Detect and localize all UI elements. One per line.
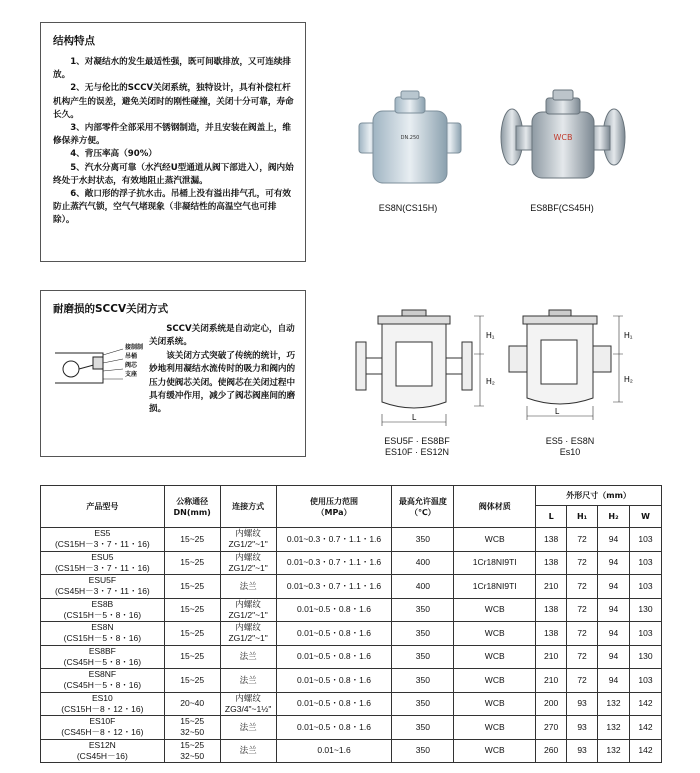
cell-model-line: ESU5: [91, 551, 114, 562]
cell-temperature: 350: [392, 692, 454, 716]
drawing-caption-line: ES10F · ES12N: [384, 447, 450, 457]
cell-pressure: 0.01~0.5・0.8・1.6: [276, 669, 392, 693]
cell-w: 103: [629, 575, 661, 599]
cell-pressure: 0.01~0.3・0.7・1.1・1.6: [276, 575, 392, 599]
header-pressure: 使用压力范围 （MPa）: [276, 486, 392, 528]
cell-temperature: 350: [392, 669, 454, 693]
header-material: 阀体材质: [454, 486, 536, 528]
cell-connection: 法兰: [220, 575, 276, 599]
cell-temperature: 350: [392, 598, 454, 622]
cell-h2: 94: [598, 598, 630, 622]
cell-h2: 132: [598, 692, 630, 716]
header-connection: 连接方式: [220, 486, 276, 528]
cell-dn: [164, 716, 220, 740]
cell-temperature: 400: [392, 551, 454, 575]
cell-connection-line: 内螺纹: [235, 598, 261, 609]
spec-table: [40, 485, 662, 763]
cell-h1: 72: [567, 598, 598, 622]
legend-label: 接制制: [125, 344, 144, 351]
table-row: [41, 622, 662, 646]
valve-photo-es8bf: [498, 82, 628, 194]
cell-h1: 93: [567, 692, 598, 716]
cell-dn: 15~25: [164, 622, 220, 646]
cell-connection-line: ZG1/2"~1": [228, 539, 268, 550]
table-row: [41, 528, 662, 552]
cell-w: 142: [629, 739, 661, 763]
cell-h1: 72: [567, 622, 598, 646]
cell-l: 138: [536, 622, 567, 646]
drawing-caption-line: Es10: [559, 447, 581, 457]
wear-box: [40, 290, 306, 457]
cell-h2: 132: [598, 739, 630, 763]
cell-pressure: 0.01~1.6: [276, 739, 392, 763]
dim-l-label: L: [412, 413, 417, 422]
cell-l: 260: [536, 739, 567, 763]
cell-h2: 94: [598, 528, 630, 552]
feature-item: 1、对凝结水的发生最适性强，既可间歇排放，又可连续排放。: [53, 57, 292, 81]
cell-connection: 法兰: [220, 716, 276, 740]
cell-w: 130: [629, 645, 661, 669]
cell-temperature: 350: [392, 528, 454, 552]
cell-model-line: (CS45H－5・8・16): [63, 680, 142, 691]
drawing-caption-line: ES5 · ES8N: [545, 436, 595, 446]
cell-model-line: ES8B: [91, 598, 114, 609]
section-drawing-flanged: [352, 302, 495, 430]
drawing-caption-line: ESU5F · ES8BF: [384, 436, 450, 446]
dim-l-label: L: [555, 407, 560, 416]
cell-connection-line: 内螺纹: [235, 551, 261, 562]
table-row: [41, 575, 662, 599]
cell-pressure: 0.01~0.5・0.8・1.6: [276, 622, 392, 646]
cell-model-line: ES10F: [89, 716, 116, 727]
cell-temperature: 400: [392, 575, 454, 599]
feature-item: 4、背压率高（90%）: [70, 149, 157, 160]
wear-title: 耐磨损的SCCV关闭方式: [53, 303, 169, 315]
table-row: [41, 598, 662, 622]
cell-l: 138: [536, 551, 567, 575]
features-title: 结构特点: [53, 35, 95, 47]
cell-dn: 15~25: [164, 598, 220, 622]
header-w: W: [629, 506, 661, 528]
cell-pressure: 0.01~0.3・0.7・1.1・1.6: [276, 528, 392, 552]
feature-item: 6、敞口形的浮子抗水击。吊桶上没有溢出排气孔，可有效防止蒸汽气锁，空气气堵现象（非凝结性的高温空气也可排除）。: [53, 189, 292, 226]
cell-dn: 15~25: [164, 528, 220, 552]
feature-item: 2、无与伦比的SCCV关闭系统，独特设计，具有补偿杠杆机构产生的误差，避免关闭时的刚性碰撞，关闭十分可靠，寿命长久。: [53, 83, 294, 120]
cell-h1: 93: [567, 716, 598, 740]
cell-connection: 法兰: [220, 645, 276, 669]
cell-temperature: 350: [392, 645, 454, 669]
drawing-caption-left: [372, 436, 462, 458]
cell-temperature: 350: [392, 739, 454, 763]
features-box: [40, 22, 306, 262]
cell-dn: 15~25: [164, 551, 220, 575]
cell-model-line: (CS15H－5・8・16): [63, 609, 142, 620]
cell-dn-line: 32~50: [180, 750, 205, 761]
cell-model: [41, 739, 165, 763]
table-row: [41, 692, 662, 716]
header-h2: H₂: [598, 506, 630, 528]
dim-h2-label: H₂: [624, 375, 633, 384]
header-l: L: [536, 506, 567, 528]
cell-dn-line: 15~25: [180, 716, 205, 727]
header-dn: 公称通径 DN(mm): [164, 486, 220, 528]
cell-h1: 93: [567, 739, 598, 763]
cell-model-line: ES8N: [91, 622, 114, 633]
cell-connection-line: 内螺纹: [235, 622, 261, 633]
valve-body-mark: WCB: [553, 133, 573, 142]
table-row: [41, 551, 662, 575]
cell-h1: 72: [567, 551, 598, 575]
cell-connection-line: ZG1/2"~1": [228, 609, 268, 620]
cell-model-line: (CS45H－16): [76, 750, 128, 761]
cell-connection: [220, 622, 276, 646]
cell-l: 210: [536, 575, 567, 599]
cell-model-line: ES5: [94, 528, 111, 539]
cell-h1: 72: [567, 528, 598, 552]
drawing-caption-right: [530, 436, 610, 458]
cell-model: [41, 692, 165, 716]
header-temperature: 最高允许温度 （℃）: [392, 486, 454, 528]
cell-l: 138: [536, 528, 567, 552]
table-row: [41, 669, 662, 693]
cell-connection-line: 内螺纹: [235, 528, 261, 539]
cell-model: [41, 551, 165, 575]
wear-description: [149, 323, 299, 417]
cell-model-line: ES10: [91, 692, 113, 703]
cell-connection: [220, 598, 276, 622]
cell-l: 270: [536, 716, 567, 740]
cell-model: [41, 716, 165, 740]
cell-dn: 15~25: [164, 669, 220, 693]
feature-item: 5、汽水分离可靠（水汽经U型通道从阀下部进入），阀内始终处于水封状态，有效地阻止蒸汽泄漏。: [53, 162, 294, 186]
cell-w: 103: [629, 551, 661, 575]
table-row: [41, 645, 662, 669]
dim-h1-label: H₁: [486, 331, 495, 340]
cell-dn: 15~25: [164, 575, 220, 599]
section-drawing-threaded: [505, 302, 635, 430]
cell-model-line: ES8NF: [88, 669, 117, 680]
cell-dn: [164, 739, 220, 763]
header-h1: H₁: [567, 506, 598, 528]
cell-model: [41, 575, 165, 599]
cell-model-line: ES8BF: [88, 645, 116, 656]
cell-material: 1Cr18NI9TI: [454, 551, 536, 575]
cell-model-line: (CS45H－3・7・11・16): [54, 586, 150, 597]
legend-label: 支座: [125, 371, 138, 378]
table-row: [41, 739, 662, 763]
wear-paragraph: 该关闭方式突破了传统的统计，巧妙地利用凝结水流传时的吸力和阀内的压力使阀芯关闭。使阀芯在关闭过程中具有缓冲作用，减少了阀芯阀座间的磨损。: [149, 350, 296, 415]
cell-temperature: 350: [392, 716, 454, 740]
cell-connection: [220, 551, 276, 575]
cell-connection: 法兰: [220, 739, 276, 763]
wear-paragraph: SCCV关闭系统是自动定心，自动关闭系统。: [149, 324, 295, 348]
cell-model-line: (CS15H－8・12・16): [61, 703, 144, 714]
cell-connection-line: ZG1/2"~1": [228, 633, 268, 644]
cell-l: 138: [536, 598, 567, 622]
features-list: [53, 56, 295, 228]
spec-table-body: [41, 528, 662, 763]
cell-connection-line: ZG1/2"~1": [228, 562, 268, 573]
cell-h2: 94: [598, 669, 630, 693]
cell-model: [41, 622, 165, 646]
photo-caption-right: ES8BF(CS45H): [530, 203, 594, 213]
cell-h1: 72: [567, 575, 598, 599]
cell-model: [41, 528, 165, 552]
cell-h1: 72: [567, 645, 598, 669]
cell-dn: 15~25: [164, 645, 220, 669]
cell-material: WCB: [454, 645, 536, 669]
header-dimensions: 外形尺寸（mm）: [536, 486, 662, 506]
header-model: 产品型号: [41, 486, 165, 528]
cell-pressure: 0.01~0.5・0.8・1.6: [276, 598, 392, 622]
cell-model-line: ES12N: [88, 739, 116, 750]
cell-pressure: 0.01~0.5・0.8・1.6: [276, 645, 392, 669]
cell-connection: [220, 528, 276, 552]
feature-item: 3、内部零件全部采用不锈钢制造，并且安装在阀盖上，维修保养方便。: [53, 123, 292, 147]
cell-material: 1Cr18NI9TI: [454, 575, 536, 599]
cell-l: 200: [536, 692, 567, 716]
photo-caption-left: ES8N(CS15H): [378, 203, 438, 213]
table-row: [41, 716, 662, 740]
cell-model-line: (CS45H－8・12・16): [61, 727, 144, 738]
cell-w: 103: [629, 622, 661, 646]
dim-h2-label: H₂: [486, 377, 495, 386]
cell-h2: 94: [598, 575, 630, 599]
cell-dn: 20~40: [164, 692, 220, 716]
mechanism-legend: [125, 343, 143, 379]
cell-material: WCB: [454, 669, 536, 693]
cell-h2: 94: [598, 551, 630, 575]
cell-material: WCB: [454, 528, 536, 552]
cell-h1: 72: [567, 669, 598, 693]
cell-material: WCB: [454, 692, 536, 716]
cell-model-line: (CS15H－3・7・11・16): [54, 539, 150, 550]
cell-pressure: 0.01~0.3・0.7・1.1・1.6: [276, 551, 392, 575]
cell-dn-line: 32~50: [180, 727, 205, 738]
cell-model: [41, 645, 165, 669]
cell-h2: 132: [598, 716, 630, 740]
cell-material: WCB: [454, 622, 536, 646]
cell-h2: 94: [598, 645, 630, 669]
cell-material: WCB: [454, 739, 536, 763]
cell-material: WCB: [454, 716, 536, 740]
cell-connection: 法兰: [220, 669, 276, 693]
cell-w: 103: [629, 528, 661, 552]
cell-temperature: 350: [392, 622, 454, 646]
legend-label: 阀芯: [125, 362, 138, 369]
dim-h1-label: H₁: [624, 331, 633, 340]
cell-pressure: 0.01~0.5・0.8・1.6: [276, 716, 392, 740]
cell-l: 210: [536, 669, 567, 693]
cell-h2: 94: [598, 622, 630, 646]
sccv-mechanism-diagram: [53, 343, 133, 391]
cell-dn-line: 15~25: [180, 739, 205, 750]
cell-model-line: (CS15H－3・7・11・16): [54, 562, 150, 573]
cell-model-line: (CS45H－5・8・16): [63, 656, 142, 667]
cell-connection: [220, 692, 276, 716]
cell-l: 210: [536, 645, 567, 669]
legend-label: 吊桶: [125, 353, 138, 360]
cell-connection-line: 内螺纹: [235, 692, 261, 703]
cell-model-line: ESU5F: [88, 575, 117, 586]
cell-w: 142: [629, 692, 661, 716]
cell-material: WCB: [454, 598, 536, 622]
cell-w: 142: [629, 716, 661, 740]
cell-model: [41, 598, 165, 622]
cell-connection-line: ZG3/4"~1½": [224, 703, 272, 714]
cell-w: 130: [629, 598, 661, 622]
cell-model: [41, 669, 165, 693]
valve-photo-es8n: [355, 85, 465, 195]
cell-model-line: (CS15H－5・8・16): [63, 633, 142, 644]
cell-pressure: 0.01~0.5・0.8・1.6: [276, 692, 392, 716]
valve-body-mark: DN.250: [400, 135, 420, 141]
cell-w: 103: [629, 669, 661, 693]
